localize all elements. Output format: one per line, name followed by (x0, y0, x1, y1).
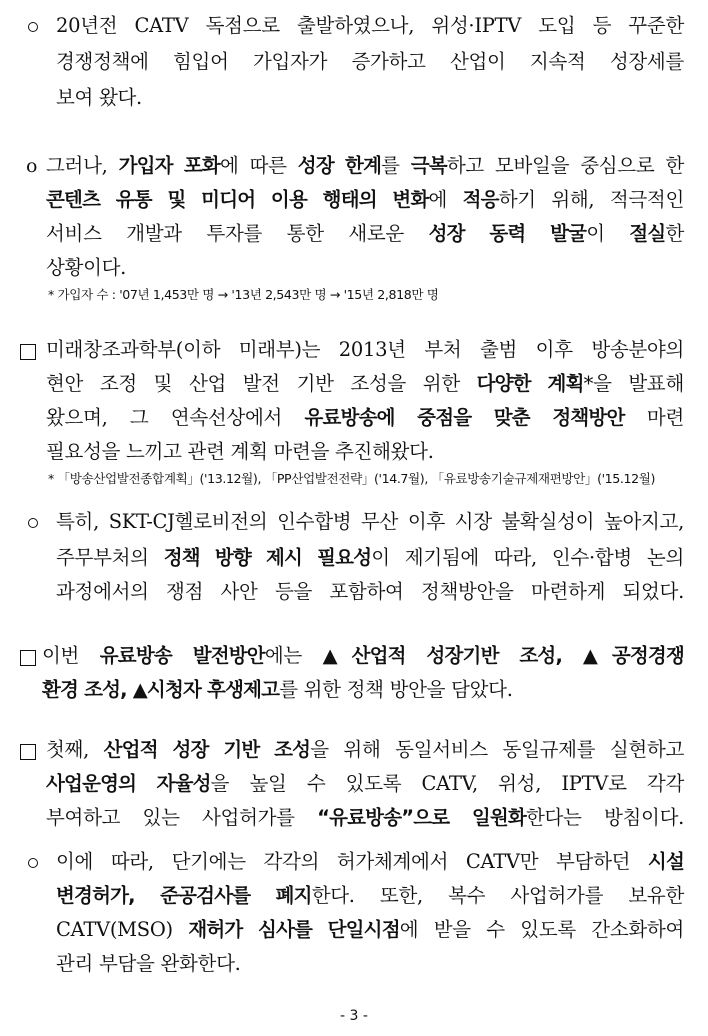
text-line (42, 676, 513, 704)
text-run: 를 위한 정책 방안을 담았다. (279, 678, 513, 701)
text-run: 를 (381, 154, 411, 177)
text-line (46, 404, 684, 432)
text-line: 관리 부담을 완화한다. (56, 952, 241, 975)
text-run: 현안 조정 및 산업 발전 기반 조성을 위한 (46, 372, 477, 395)
footnote: * 「방송산업발전종합계획」('13.12월), 「PP산업발전전략」('14.7월), 「유료방송기술규제재편방안」('15.12월) (48, 471, 656, 486)
text-run: 에 따른 (219, 154, 298, 177)
bold-run: 유료방송에 중점을 맞춘 정책방안 (304, 406, 625, 429)
text-run: 부여하고 있는 사업허가를 (46, 806, 318, 829)
text-run: 에 (428, 188, 463, 211)
bold-run: 산업적 성장 기반 조성 (103, 738, 311, 761)
text-line (46, 220, 684, 248)
text-run: 을 높일 수 있도록 CATV, 위성, IPTV로 각각 (210, 772, 684, 795)
text-run: 이에 따라, 단기에는 각각의 허가체계에서 CATV만 부담하던 (56, 850, 648, 873)
circle-bullet (28, 518, 38, 528)
text-line (56, 882, 684, 910)
text-run: 그러나, (46, 154, 119, 177)
text-run: 마련 (624, 406, 684, 429)
text-line (56, 544, 684, 572)
footnote: * 가입자 수 : '07년 1,453만 명 → '13년 2,543만 명 → '15년 2,818만 명 (48, 287, 439, 302)
text-line (42, 642, 684, 670)
text-run: 한다. 또한, 복수 사업허가를 보유한 (311, 884, 684, 907)
page-number: - 3 - (340, 1008, 368, 1024)
text-run: 서비스 개발과 투자를 통한 새로운 (46, 222, 429, 245)
text-run: 왔으며, 그 연속선상에서 (46, 406, 305, 429)
text-run: 이번 (42, 644, 100, 667)
o-bullet: o (26, 155, 38, 177)
text-line (46, 770, 684, 798)
text-line: 미래창조과학부(이하 미래부)는 2013년 부처 출범 이후 방송분야의 (46, 338, 684, 361)
text-run: 첫째, (46, 738, 104, 761)
bold-run: 적응 (462, 188, 499, 211)
bold-run: “유료방송”으로 일원화 (317, 806, 526, 829)
text-run: CATV(MSO) (56, 918, 189, 941)
bold-run: 변경허가, 준공검사를 폐지 (56, 884, 312, 907)
bold-run: 가입자 포화 (118, 154, 220, 177)
text-run: 에는 (264, 644, 323, 667)
text-run: 이 (586, 222, 630, 245)
bold-run: 콘텐츠 유통 및 미디어 이용 행태의 변화 (46, 188, 429, 211)
text-run: 에 받을 수 있도록 간소화하여 (399, 918, 684, 941)
bold-run: 극복 (410, 154, 447, 177)
text-run: 하기 위해, 적극적인 (498, 188, 685, 211)
bold-run: 성장 한계 (297, 154, 382, 177)
text-line (56, 916, 684, 944)
bold-run: 유료방송 발전방안 (99, 644, 265, 667)
text-line (46, 152, 684, 180)
bold-run: 절실 (629, 222, 666, 245)
bold-run: 환경 조성, ▲시청자 후생제고 (42, 678, 280, 701)
bold-run: ▲산업적 성장기반 조성, ▲공정경쟁 (322, 644, 684, 667)
text-run: 이 제기됨에 따라, 인수·합병 논의 (371, 546, 684, 569)
text-run: 한다는 방침이다. (525, 806, 685, 829)
text-run: 한 (665, 222, 685, 245)
text-run: 하고 모바일을 중심으로 한 (446, 154, 684, 177)
text-run: *을 발표해 (583, 372, 684, 395)
text-line: 경쟁정책에 힘입어 가입자가 증가하고 산업이 지속적 성장세를 (56, 50, 684, 73)
circle-bullet (28, 22, 38, 32)
text-line (46, 370, 684, 398)
bold-run: 사업운영의 자율성 (46, 772, 211, 795)
square-bullet (20, 650, 36, 666)
bold-run: 재허가 심사를 단일시점 (188, 918, 400, 941)
bold-run: 다양한 계획 (476, 372, 584, 395)
text-run: 을 위해 동일서비스 동일규제를 실현하고 (310, 738, 684, 761)
circle-bullet (28, 858, 38, 868)
bold-run: 정책 방향 제시 필요성 (163, 546, 372, 569)
text-line (56, 848, 684, 876)
text-line: 필요성을 느끼고 관련 계획 마련을 추진해왔다. (46, 440, 434, 463)
bold-run: 성장 동력 발굴 (428, 222, 587, 245)
text-line (46, 804, 684, 832)
text-line: 20년전 CATV 독점으로 출발하였으나, 위성·IPTV 도입 등 꾸준한 (56, 14, 684, 37)
text-run: 주무부처의 (56, 546, 164, 569)
text-line (46, 186, 684, 214)
text-line: 특히, SKT-CJ헬로비전의 인수합병 무산 이후 시장 불확실성이 높아지고, (56, 510, 684, 533)
bold-run: 시설 (647, 850, 684, 873)
square-bullet (20, 344, 36, 360)
text-line: 과정에서의 쟁점 사안 등을 포함하여 정책방안을 마련하게 되었다. (56, 580, 684, 603)
text-line (46, 736, 684, 764)
text-line: 상황이다. (46, 256, 127, 279)
square-bullet (20, 744, 36, 760)
text-line: 보여 왔다. (56, 86, 142, 109)
